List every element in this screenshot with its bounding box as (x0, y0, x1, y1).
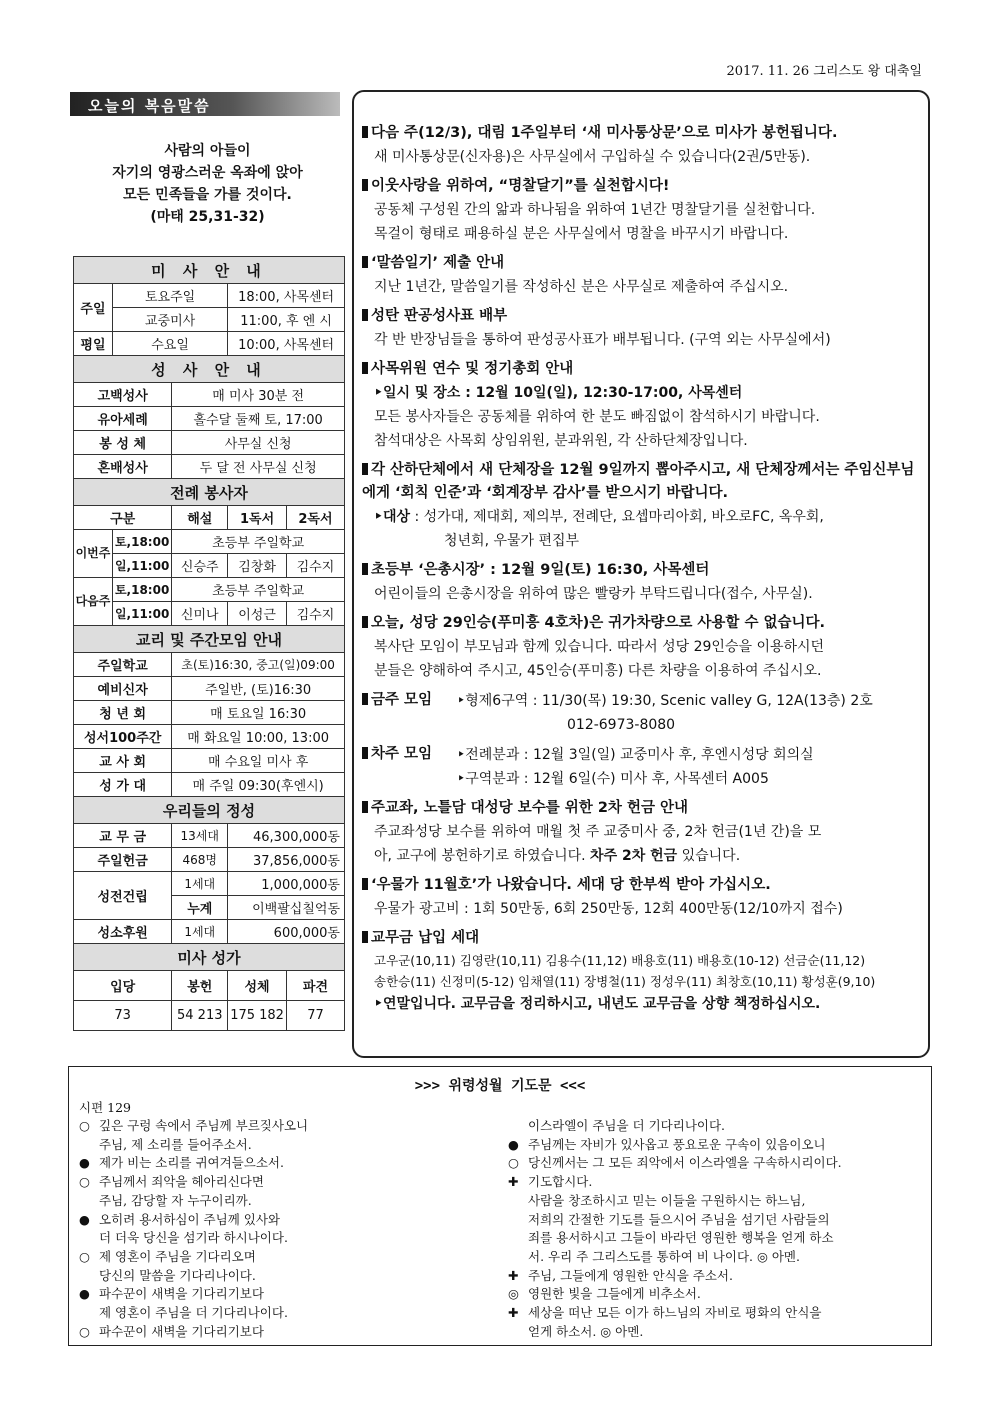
sacrament-value: 매 미사 30분 전 (172, 383, 345, 407)
building-total: 이백팔십칠억동 (228, 896, 345, 920)
prayer-line (508, 1285, 921, 1304)
meeting-name: 청 년 회 (74, 701, 172, 725)
bullet-icon (362, 878, 368, 890)
notice-item (362, 252, 922, 299)
prayer-text: 더 더욱 당신을 섬기라 하시나이다. (99, 1230, 288, 1246)
this-week-label: 이번주 (74, 530, 113, 578)
mass-time: 11:00, 후 엔 시 (228, 308, 345, 332)
notice-item (362, 459, 922, 553)
prayer-text: 당신께서는 그 모든 죄악에서 이스라엘을 구속하시리이다. (528, 1155, 842, 1171)
meeting-name: 교 사 회 (74, 749, 172, 773)
bullet-icon (362, 179, 368, 191)
notice-title: 차주 모임 (371, 746, 433, 762)
notice-title: 오늘, 성당 29인승(푸미흥 4호차)은 귀가차량으로 사용할 수 없습니다. (371, 615, 826, 631)
prayer-text: 파수꾼이 새벽을 기다리기보다 (99, 1286, 264, 1302)
bullet-icon (362, 801, 368, 813)
bullet-icon (362, 616, 368, 628)
prayer-mark (508, 1323, 528, 1342)
payer-names: 송한승(11) 신정미(5-12) 임채열(11) 장병철(11) 정성우(11) 최창호(10,11) 황성훈(9,10) (374, 974, 876, 989)
notice-body: 참석대상은 사목회 상임위원, 분과위원, 각 산하단체장입니다. (374, 433, 748, 449)
notice-title: 교무금 납입 세대 (371, 930, 480, 946)
prayer-line (79, 1304, 500, 1323)
notice-item (362, 175, 922, 246)
bullet-icon (362, 463, 368, 475)
liturgy-reader1: 이성근 (228, 602, 287, 626)
sacrament-value: 두 달 전 사무실 신청 (172, 455, 345, 479)
prayer-text: 사람을 창조하시고 믿는 이들을 구원하시는 하느님, (528, 1192, 806, 1208)
bullet-icon (362, 126, 368, 138)
notice-body: 복사단 모임이 부모님과 함께 있습니다. 따라서 성당 29인승을 이용하시던 (374, 639, 825, 655)
prayer-line (79, 1117, 500, 1136)
vocation-name: 성소후원 (74, 920, 172, 944)
gospel-title: 오늘의 복음말씀 (70, 92, 340, 116)
prayer-line (508, 1173, 921, 1192)
prayer-text: 주님, 감당할 자 누구이리까. (99, 1192, 252, 1208)
prayer-left-column (79, 1117, 500, 1341)
prayer-text: 서. 우리 주 그리스도를 통하여 비 나이다. ◎ 아멘. (528, 1248, 800, 1264)
meetings-title: 교리 및 주간모임 안내 (74, 626, 345, 653)
meeting-line: 012-6973-8080 (567, 717, 676, 733)
prayer-psalm: 시편 129 (79, 1100, 131, 1115)
liturgy-commentator: 신승주 (172, 554, 228, 578)
meeting-value: 매 토요일 16:30 (172, 701, 345, 725)
prayer-line (79, 1323, 500, 1342)
prayer-line (508, 1192, 921, 1211)
meeting-name: 예비신자 (74, 677, 172, 701)
building-name: 성전건립 (74, 872, 172, 920)
notice-body: 공동체 구성원 간의 앎과 하나됨을 위하여 1년간 명찰달기를 실천합니다. (374, 202, 816, 218)
prayer-line (508, 1323, 921, 1342)
prayer-mark (79, 1192, 99, 1211)
prayer-text: 당신의 말씀을 기다리나이다. (99, 1267, 256, 1283)
prayer-text: 깊은 구렁 속에서 주님께 부르짖사오니 (99, 1118, 309, 1133)
notice-item (362, 927, 922, 1016)
prayer-line (79, 1173, 500, 1192)
prayer-mark: ○ (79, 1323, 90, 1339)
prayer-line (79, 1211, 500, 1230)
prayer-text: 세상을 떠난 모든 이가 하느님의 자비로 평화의 안식을 (528, 1305, 822, 1321)
bullet-icon (362, 931, 368, 943)
prayer-line (79, 1248, 500, 1267)
notice-body: 지난 1년간, 말씀일기를 작성하신 분은 사무실로 제출하여 주십시오. (374, 279, 789, 295)
song-header: 파견 (286, 971, 344, 1001)
offering-title: 우리들의 정성 (74, 797, 345, 824)
prayer-mark (79, 1267, 99, 1286)
vocation-amount: 600,000동 (228, 920, 345, 944)
prayer-mark: ○ (79, 1118, 90, 1133)
prayer-text: 영원한 빛을 그들에게 비추소서. (528, 1286, 701, 1302)
prayer-line (508, 1304, 921, 1323)
prayer-mark: ● (508, 1136, 519, 1152)
notice-body: 새 미사통상문(신자용)은 사무실에서 구입하실 수 있습니다(2권/5만동). (374, 149, 811, 165)
liturgy-title: 전례 봉사자 (74, 479, 345, 506)
notice-title: 각 산하단체에서 새 단체장을 12월 9일까지 뽑아주시고, 새 단체장께서는 주임신부님에게 ‘회칙 인준’과 ‘회계장부 감사’를 받으시기 바랍니다. (362, 462, 915, 501)
notice-title: ‘말씀일기’ 제출 안내 (371, 255, 505, 271)
notice-body: : 성가대, 제대회, 제의부, 전례단, 요셉마리아회, 바오로FC, 옥우회, (410, 509, 824, 525)
notice-title: 성탄 판공성사표 배부 (371, 308, 508, 324)
mass-time: 18:00, 사목센터 (228, 284, 345, 308)
notice-item (362, 358, 922, 453)
liturgy-time: 일,11:00 (112, 554, 171, 578)
vocation-count: 1세대 (172, 920, 228, 944)
prayer-mark: ● (79, 1286, 90, 1302)
bullet-icon (362, 563, 368, 575)
offering-amount: 46,300,000동 (228, 824, 345, 848)
prayer-mark (508, 1229, 528, 1248)
mass-name: 토요주일 (112, 284, 227, 308)
liturgy-header: 1독서 (228, 506, 287, 530)
prayer-mark (79, 1304, 99, 1323)
prayer-line (508, 1117, 921, 1136)
notice-body: 분들은 양해하여 주시고, 45인승(푸미흥) 다른 차량을 이용하여 주십시오. (374, 663, 822, 679)
notice-title: 초등부 ‘은총시장’ : 12월 9일(토) 16:30, 사목센터 (371, 562, 710, 578)
prayer-text: 제 영혼이 주님을 더 기다리나이다. (99, 1305, 288, 1321)
sacrament-name: 유아세례 (74, 407, 172, 431)
bullet-icon (362, 256, 368, 268)
prayer-line (79, 1229, 500, 1248)
prayer-line (508, 1154, 921, 1173)
sacrament-value: 홀수달 둘째 토, 17:00 (172, 407, 345, 431)
prayer-line (79, 1285, 500, 1304)
notice-foot: ‣연말입니다. 교무금을 정리하시고, 내년도 교무금을 상향 책정하십시오. (374, 996, 821, 1012)
meeting-value: 매 화요일 10:00, 13:00 (172, 725, 345, 749)
mass-weekday-label: 평일 (74, 332, 113, 356)
sacrament-name: 혼배성사 (74, 455, 172, 479)
mass-name: 교중미사 (112, 308, 227, 332)
prayer-text: 제 영혼이 주님을 기다리오며 (99, 1248, 256, 1264)
notice-item (362, 743, 922, 791)
notice-body: 있습니다. (677, 848, 741, 864)
meeting-value: 매 수요일 미사 후 (172, 749, 345, 773)
notice-item (362, 559, 922, 606)
sacrament-name: 고백성사 (74, 383, 172, 407)
notice-title: 다음 주(12/3), 대림 1주일부터 ‘새 미사통상문’으로 미사가 봉헌됩니다. (371, 125, 838, 141)
prayer-line (79, 1154, 500, 1173)
liturgy-group: 초등부 주일학교 (172, 530, 345, 554)
meeting-name: 성 가 대 (74, 773, 172, 797)
song-entrance: 73 (74, 1001, 172, 1031)
liturgy-time: 일,11:00 (112, 602, 171, 626)
gospel-verse (70, 140, 345, 228)
prayer-line (508, 1229, 921, 1248)
song-header: 성체 (228, 971, 287, 1001)
prayer-line (508, 1248, 921, 1267)
prayer-right-column (500, 1117, 921, 1341)
prayer-mark: ○ (79, 1174, 90, 1190)
meeting-name: 성서100주간 (74, 725, 172, 749)
prayer-text: 주님께서 죄악을 헤아리신다면 (99, 1174, 264, 1190)
liturgy-header: 2독서 (286, 506, 344, 530)
notice-item (362, 874, 922, 921)
prayer-text: 주님, 제 소리를 들어주소서. (99, 1136, 252, 1152)
meeting-value: 매 주일 09:30(후엔시) (172, 773, 345, 797)
prayer-mark (508, 1192, 528, 1211)
sacrament-value: 사무실 신청 (172, 431, 345, 455)
prayer-box (68, 1066, 932, 1346)
mass-time: 10:00, 사목센터 (228, 332, 345, 356)
prayer-text: 주님, 그들에게 영원한 안식을 주소서. (528, 1267, 733, 1283)
prayer-text: 죄를 용서하시고 그들이 바라던 영원한 행복을 얻게 하소 (528, 1230, 834, 1246)
notices-box (352, 90, 930, 1058)
prayer-mark: ✚ (508, 1267, 519, 1283)
prayer-mark (79, 1136, 99, 1155)
prayer-line (79, 1192, 500, 1211)
notice-title: 금주 모임 (371, 692, 433, 708)
gospel-line: 사람의 아들이 (164, 143, 251, 159)
prayer-mark (508, 1211, 528, 1230)
prayer-line (508, 1136, 921, 1155)
prayer-text: 얻게 하소서. ◎ 아멘. (528, 1323, 644, 1339)
prayer-mark (79, 1229, 99, 1248)
notice-body: 청년회, 우물가 편집부 (444, 533, 580, 549)
bullet-icon (362, 693, 368, 705)
prayer-text: 기도합시다. (528, 1174, 593, 1190)
building-total-label: 누계 (172, 896, 228, 920)
liturgy-reader2: 김수지 (286, 602, 344, 626)
next-week-label: 다음주 (74, 578, 113, 626)
prayer-line (508, 1211, 921, 1230)
notice-item (362, 305, 922, 352)
song-communion: 175 182 (228, 1001, 287, 1031)
notice-body: 아, 교구에 봉헌하기로 하였습니다. (374, 848, 586, 864)
building-amount: 1,000,000동 (228, 872, 345, 896)
liturgy-time: 토,18:00 (112, 578, 171, 602)
meeting-name: 주일학교 (74, 653, 172, 677)
song-recessional: 77 (286, 1001, 344, 1031)
gospel-line: 자기의 영광스러운 옥좌에 앉아 (112, 165, 303, 181)
mass-name: 수요일 (112, 332, 227, 356)
prayer-mark: ○ (508, 1155, 519, 1171)
offering-name: 교 무 금 (74, 824, 172, 848)
prayer-text: 파수꾼이 새벽을 기다리기보다 (99, 1323, 264, 1339)
bulletin-date: 2017. 11. 26 그리스도 왕 대축일 (726, 64, 922, 79)
liturgy-commentator: 신미나 (172, 602, 228, 626)
mass-title: 미 사 안 내 (74, 257, 345, 284)
notice-title: 이웃사랑을 위하여, “명찰달기”를 실천합시다! (371, 178, 670, 194)
liturgy-reader2: 김수지 (286, 554, 344, 578)
meeting-line: ‣전례분과 : 12월 3일(일) 교중미사 후, 후엔시성당 회의실 (457, 747, 814, 763)
prayer-mark: ◎ (508, 1286, 519, 1302)
prayer-mark: ● (79, 1155, 90, 1171)
notice-body: 목걸이 형태로 패용하실 분은 사무실에서 명찰을 바꾸시기 바랍니다. (374, 226, 789, 242)
song-header: 봉헌 (172, 971, 228, 1001)
meeting-line: ‣형제6구역 : 11/30(목) 19:30, Scenic valley G, 12A(13층) 2호 (457, 693, 873, 709)
gospel-line: 모든 민족들을 가를 것이다. (123, 187, 292, 203)
meeting-line: ‣구역분과 : 12월 6일(수) 미사 후, 사목센터 A005 (457, 771, 769, 787)
notice-item (362, 122, 922, 169)
gospel-reference: (마태 25,31-32) (150, 209, 265, 225)
notice-body: 주교좌성당 보수를 위하여 매월 첫 주 교중미사 중, 2차 헌금(1년 간)을 모 (374, 824, 822, 840)
notice-body: 우물가 광고비 : 1회 50만동, 6회 250만동, 12회 400만동(12/10까지 접수) (374, 901, 843, 917)
sacrament-title: 성 사 안 내 (74, 356, 345, 383)
notice-sub: ‣일시 및 장소 : 12월 10일(일), 12:30-17:00, 사목센터 (374, 385, 743, 401)
bullet-icon (362, 309, 368, 321)
liturgy-reader1: 김창화 (228, 554, 287, 578)
payer-names: 고우군(10,11) 김영란(10,11) 김용수(11,12) 배용호(11) 배용호(10-12) 선금순(11,12) (374, 953, 866, 968)
notice-item (362, 689, 922, 737)
liturgy-group: 초등부 주일학교 (172, 578, 345, 602)
notice-sub-label: ‣대상 (374, 509, 410, 525)
notice-title: 사목위원 연수 및 정기총회 안내 (371, 361, 574, 377)
offering-count: 13세대 (172, 824, 228, 848)
prayer-mark: ● (79, 1211, 90, 1227)
liturgy-header: 구분 (74, 506, 172, 530)
notice-item (362, 797, 922, 868)
songs-title: 미사 성가 (74, 944, 345, 971)
liturgy-time: 토,18:00 (112, 530, 171, 554)
notice-title: ‘우물가 11월호’가 나왔습니다. 세대 당 한부씩 받아 가십시오. (371, 877, 771, 893)
song-offertory: 54 213 (172, 1001, 228, 1031)
notice-emphasis: 차주 2차 헌금 (590, 848, 678, 864)
prayer-line (508, 1267, 921, 1286)
offering-amount: 37,856,000동 (228, 848, 345, 872)
notice-title: 주교좌, 노틀담 대성당 보수를 위한 2차 헌금 안내 (371, 800, 689, 816)
prayer-text: 저희의 간절한 기도를 들으시어 주님을 섬기던 사람들의 (528, 1211, 830, 1227)
bullet-icon (362, 362, 368, 374)
prayer-text: 제가 비는 소리를 귀여겨들으소서. (99, 1155, 284, 1171)
offering-name: 주일헌금 (74, 848, 172, 872)
song-header: 입당 (74, 971, 172, 1001)
sacrament-name: 봉 성 체 (74, 431, 172, 455)
prayer-text: 오히려 용서하심이 주님께 있사와 (99, 1211, 280, 1227)
info-table (73, 256, 345, 1031)
mass-sunday-label: 주일 (74, 284, 113, 332)
prayer-mark: ✚ (508, 1305, 519, 1321)
offering-count: 468명 (172, 848, 228, 872)
building-count: 1세대 (172, 872, 228, 896)
notice-item (362, 612, 922, 683)
notice-body: 각 반 반장님들을 통하여 판성공사표가 배부됩니다. (구역 외는 사무실에서) (374, 332, 831, 348)
notice-body: 모든 봉사자들은 공동체를 위하여 한 분도 빠짐없이 참석하시기 바랍니다. (374, 409, 820, 425)
meeting-value: 주일반, (토)16:30 (172, 677, 345, 701)
prayer-line (79, 1136, 500, 1155)
notice-body: 어린이들의 은총시장을 위하여 많은 빨랑카 부탁드립니다(접수, 사무실). (374, 586, 813, 602)
liturgy-header: 해설 (172, 506, 228, 530)
prayer-mark: ✚ (508, 1174, 519, 1190)
prayer-title: >>> 위령성월 기도문 <<< (414, 1078, 586, 1094)
prayer-mark (508, 1117, 528, 1136)
prayer-line (79, 1267, 500, 1286)
prayer-text: 이스라엘이 주님을 더 기다리나이다. (528, 1118, 726, 1133)
bullet-icon (362, 747, 368, 759)
prayer-text: 주님께는 자비가 있사옵고 풍요로운 구속이 있음이오니 (528, 1136, 826, 1152)
prayer-mark (508, 1248, 528, 1267)
prayer-mark: ○ (79, 1248, 90, 1264)
meeting-value: 초(토)16:30, 중고(일)09:00 (172, 653, 345, 677)
